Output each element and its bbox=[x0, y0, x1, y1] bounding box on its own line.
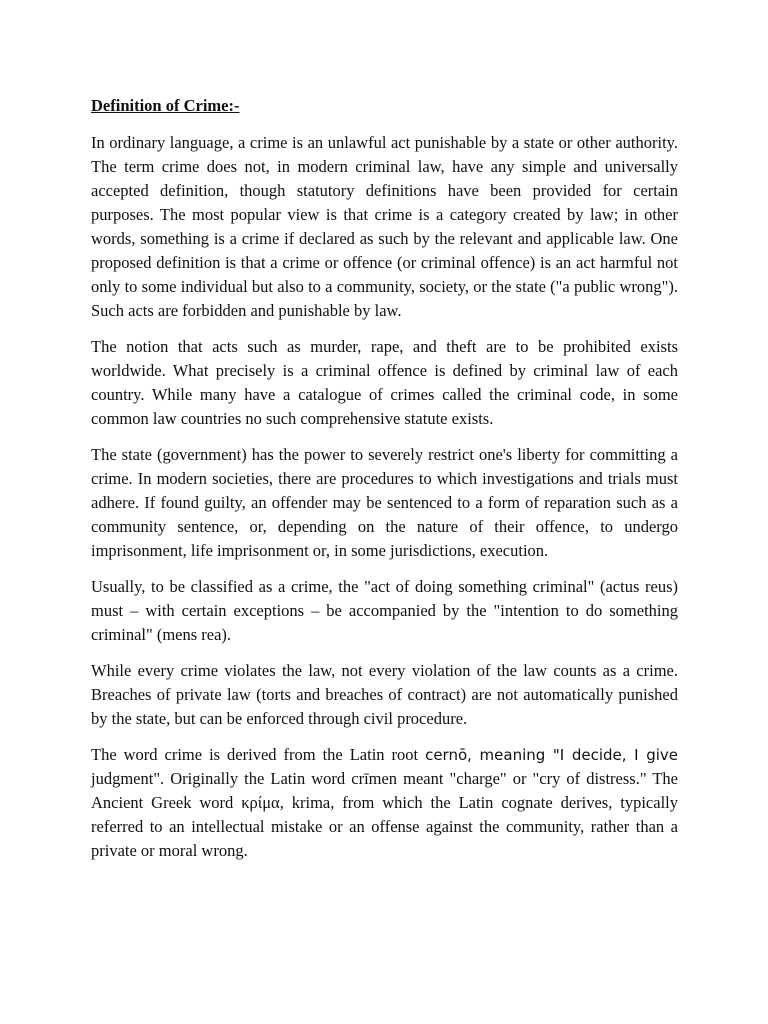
paragraph-notion: The notion that acts such as murder, rape, and theft are to be prohibited exists worldwide. What precisely is a criminal offence is defined by criminal law of each country. While many have a catalogue of crimes called the criminal code, in some common law countries no such comprehensive statute exists. bbox=[91, 337, 678, 428]
latin-word: crīmen bbox=[351, 769, 398, 788]
etymology-text-1: The word crime is derived from the Latin root bbox=[91, 745, 426, 764]
etymology-text-3: meant "charge" or "cry of distress." The Ancient Greek word κρίμα, krima, from which the Latin cognate derives, typically referred to an intellectual mistake or an offense against the community, rather than a private or moral wrong. bbox=[91, 769, 678, 860]
paragraph-classification: Usually, to be classified as a crime, the "act of doing something criminal" (actus reus) must – with certain exceptions – be accompanied by the "intention to do something criminal" (mens rea). bbox=[91, 577, 678, 644]
paragraph-definition: In ordinary language, a crime is an unlawful act punishable by a state or other authority. The term crime does not, in modern criminal law, have any simple and universally accepted definition, though statutory definitions have been provided for certain purposes. The most popular view is that crime is a category created by law; in other words, something is a crime if declared as such by the relevant and applicable law. One proposed definition is that a crime or offence (or criminal offence) is an act harmful not only to some individual but also to a community, society, or the state ("a public wrong"). Such acts are forbidden and punishable by law. bbox=[91, 133, 678, 320]
paragraph-state-power: The state (government) has the power to severely restrict one's liberty for committing a crime. In modern societies, there are procedures to which investigations and trials must adhere. If found guilty, an offender may be sentenced to a form of reparation such as a community sentence, or, depending on the nature of their offence, to undergo imprisonment, life imprisonment or, in some jurisdictions, execution. bbox=[91, 445, 678, 560]
paragraph-etymology bbox=[91, 743, 678, 863]
latin-root: cernō, meaning "I decide, I give bbox=[425, 746, 678, 764]
document-page bbox=[91, 94, 678, 875]
document-heading: Definition of Crime:- bbox=[91, 96, 240, 115]
etymology-text-2: judgment". Originally the Latin word bbox=[91, 769, 352, 788]
paragraph-violations: While every crime violates the law, not every violation of the law counts as a crime. Breaches of private law (torts and breaches of contract) are not automatically punished by the state, but can be enforced through civil procedure. bbox=[91, 661, 678, 728]
